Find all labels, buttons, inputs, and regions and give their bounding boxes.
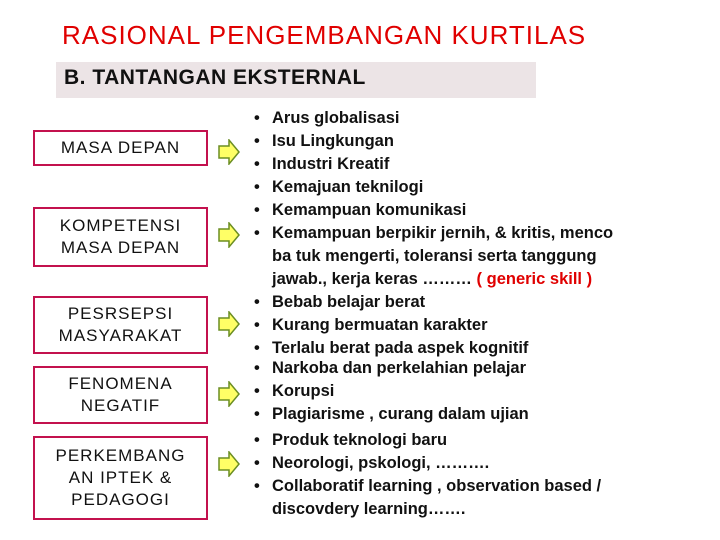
list-item-line: jawab., kerja keras ……… [272,270,477,288]
slide-title: RASIONAL PENGEMBANGAN KURTILAS [62,20,587,50]
list-item: • Kemajuan teknilogi [252,176,613,199]
box-label: MASA DEPAN [60,138,181,157]
right-arrow-icon [218,381,240,407]
list-item-line: Collaboratif learning , observation based / [272,477,602,495]
box-label-line2: NEGATIF [80,396,161,415]
box-label-line2: MASYARAKAT [58,326,183,345]
box-label-line1: PESRSEPSI [67,304,174,323]
list-item: • Produk teknologi baru [252,429,601,452]
list-item: • Bebab belajar berat [252,291,613,314]
right-arrow-icon [218,139,240,165]
generic-skill-note: ( generic skill ) [476,270,593,288]
right-arrow-icon [218,451,240,477]
box-label-line2: AN IPTEK & [68,468,173,487]
list-item: • Industri Kreatif [252,153,613,176]
list-item: • Korupsi [252,380,529,403]
list-fenomena [252,357,529,426]
list-item-line: Kemampuan berpikir jernih, & kritis, menco [272,224,614,242]
list-iptek [252,429,601,521]
list-item-line: ba tuk mengerti, toleransi serta tanggung [272,247,597,265]
subtitle-banner [56,62,536,98]
box-kompetensi [33,207,208,267]
box-label-line1: KOMPETENSI [59,216,182,235]
subtitle: B. TANTANGAN EKSTERNAL [64,66,366,89]
list-item: • Isu Lingkungan [252,130,613,153]
list-item: • Kurang bermuatan karakter [252,314,613,337]
list-item: • Terlalu berat pada aspek kognitif [252,337,613,360]
box-fenomena [33,366,208,424]
box-label-line2: MASA DEPAN [60,238,181,257]
list-item: • Kemampuan komunikasi [252,199,613,222]
list-item-line: discovdery learning……. [272,500,466,518]
list-item: • Plagiarisme , curang dalam ujian [252,403,529,426]
list-item [252,475,601,521]
box-label-line1: FENOMENA [68,374,173,393]
box-iptek [33,436,208,520]
box-label-line3: PEDAGOGI [71,490,170,509]
list-item [252,222,613,291]
list-item: • Arus globalisasi [252,107,613,130]
box-persepsi [33,296,208,354]
list-item: • Neorologi, pskologi, ………. [252,452,601,475]
list-item: • Narkoba dan perkelahian pelajar [252,357,529,380]
box-masa-depan [33,130,208,166]
right-arrow-icon [218,311,240,337]
list-masa-depan [252,107,613,360]
box-label-line1: PERKEMBANG [55,446,186,465]
right-arrow-icon [218,222,240,248]
